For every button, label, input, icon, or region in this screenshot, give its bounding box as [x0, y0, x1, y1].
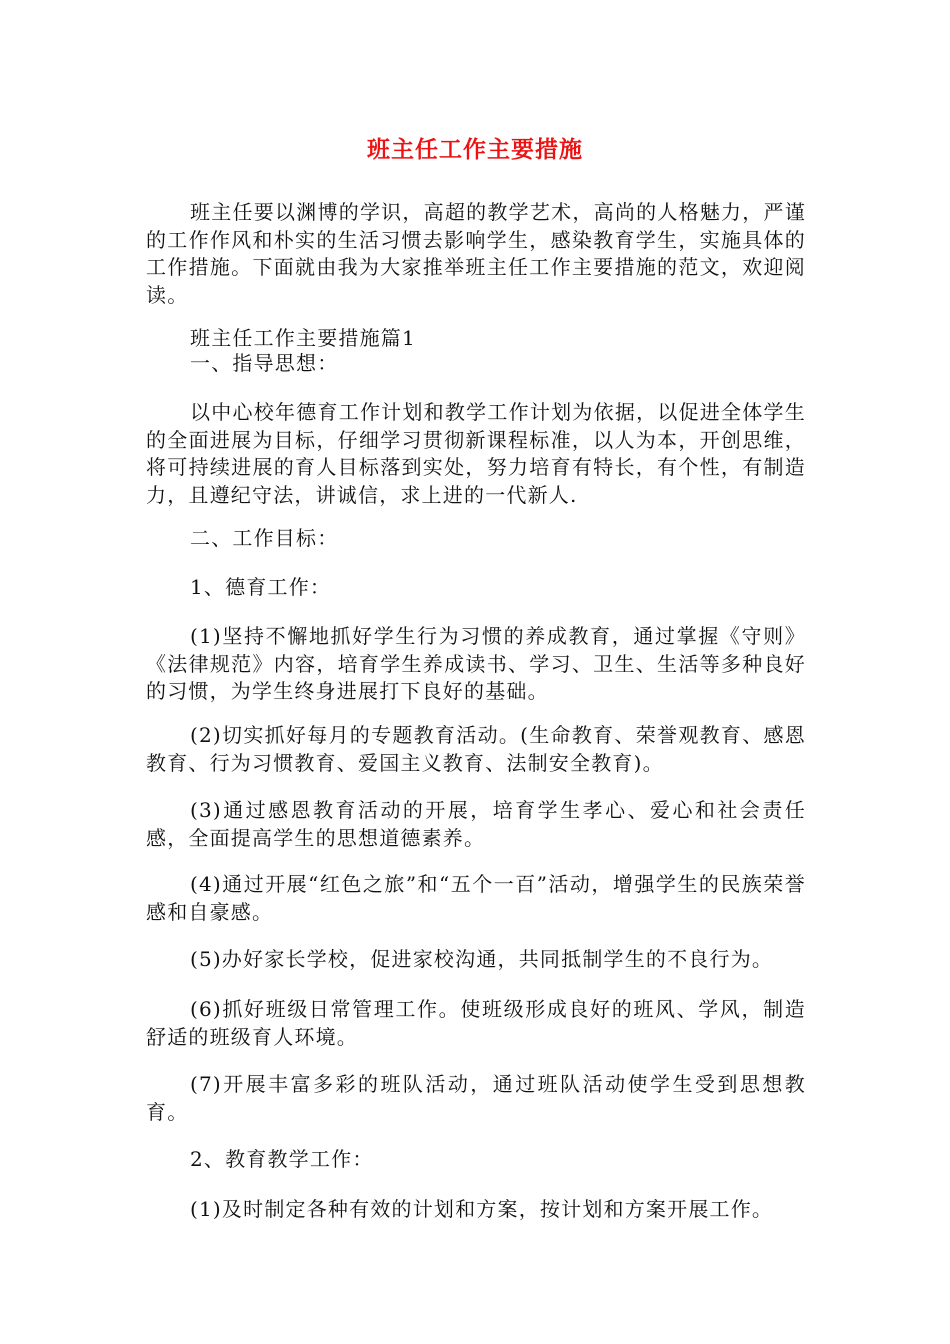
moral-item-5: (5)办好家长学校，促进家校沟通，共同抵制学生的不良行为。: [190, 947, 774, 971]
document-title: 班主任工作主要措施: [367, 137, 583, 163]
moral-item-2: (2)切实抓好每月的专题教育活动。(生命教育、荣誉观教育、感恩教育、行为习惯教育、爱国主义教育、法制安全教育)。: [146, 723, 806, 775]
moral-item-6: (6)抓好班级日常管理工作。使班级形成良好的班风、学风，制造舒适的班级育人环境。: [146, 997, 806, 1049]
section-title: 班主任工作主要措施篇1: [190, 326, 416, 350]
teaching-item-1: (1)及时制定各种有效的计划和方案，按计划和方案开展工作。: [190, 1197, 774, 1221]
sub-heading-teaching-work: 2、教育教学工作：: [190, 1147, 374, 1171]
heading-work-goals: 二、工作目标：: [190, 526, 339, 550]
guiding-paragraph: 以中心校年德育工作计划和教学工作计划为依据，以促进全体学生的全面进展为目标，仔细学习贯彻新课程标准，以人为本，开创思维，将可持续进展的育人目标落到实处，努力培育有特长，有个性，有制造力，且遵纪守法，讲诚信，求上进的一代新人.: [146, 400, 806, 507]
moral-item-7: (7)开展丰富多彩的班队活动，通过班队活动使学生受到思想教育。: [146, 1072, 806, 1124]
moral-item-4: (4)通过开展“红色之旅”和“五个一百”活动，增强学生的民族荣誉感和自豪感。: [146, 872, 806, 924]
moral-item-3: (3)通过感恩教育活动的开展，培育学生孝心、爱心和社会责任感，全面提高学生的思想道德素养。: [146, 798, 806, 850]
sub-heading-moral-work: 1、德育工作：: [190, 575, 332, 599]
heading-guiding-thought: 一、指导思想：: [190, 351, 339, 375]
moral-item-1: (1)坚持不懈地抓好学生行为习惯的养成教育，通过掌握《守则》《法律规范》内容，培育学生养成读书、学习、卫生、生活等多种良好的习惯，为学生终身进展打下良好的基础。: [146, 624, 806, 703]
intro-paragraph: 班主任要以渊博的学识，高超的教学艺术，高尚的人格魅力，严谨的工作作风和朴实的生活习惯去影响学生，感染教育学生，实施具体的工作措施。下面就由我为大家推举班主任工作主要措施的范文，欢迎阅读。: [146, 200, 806, 307]
